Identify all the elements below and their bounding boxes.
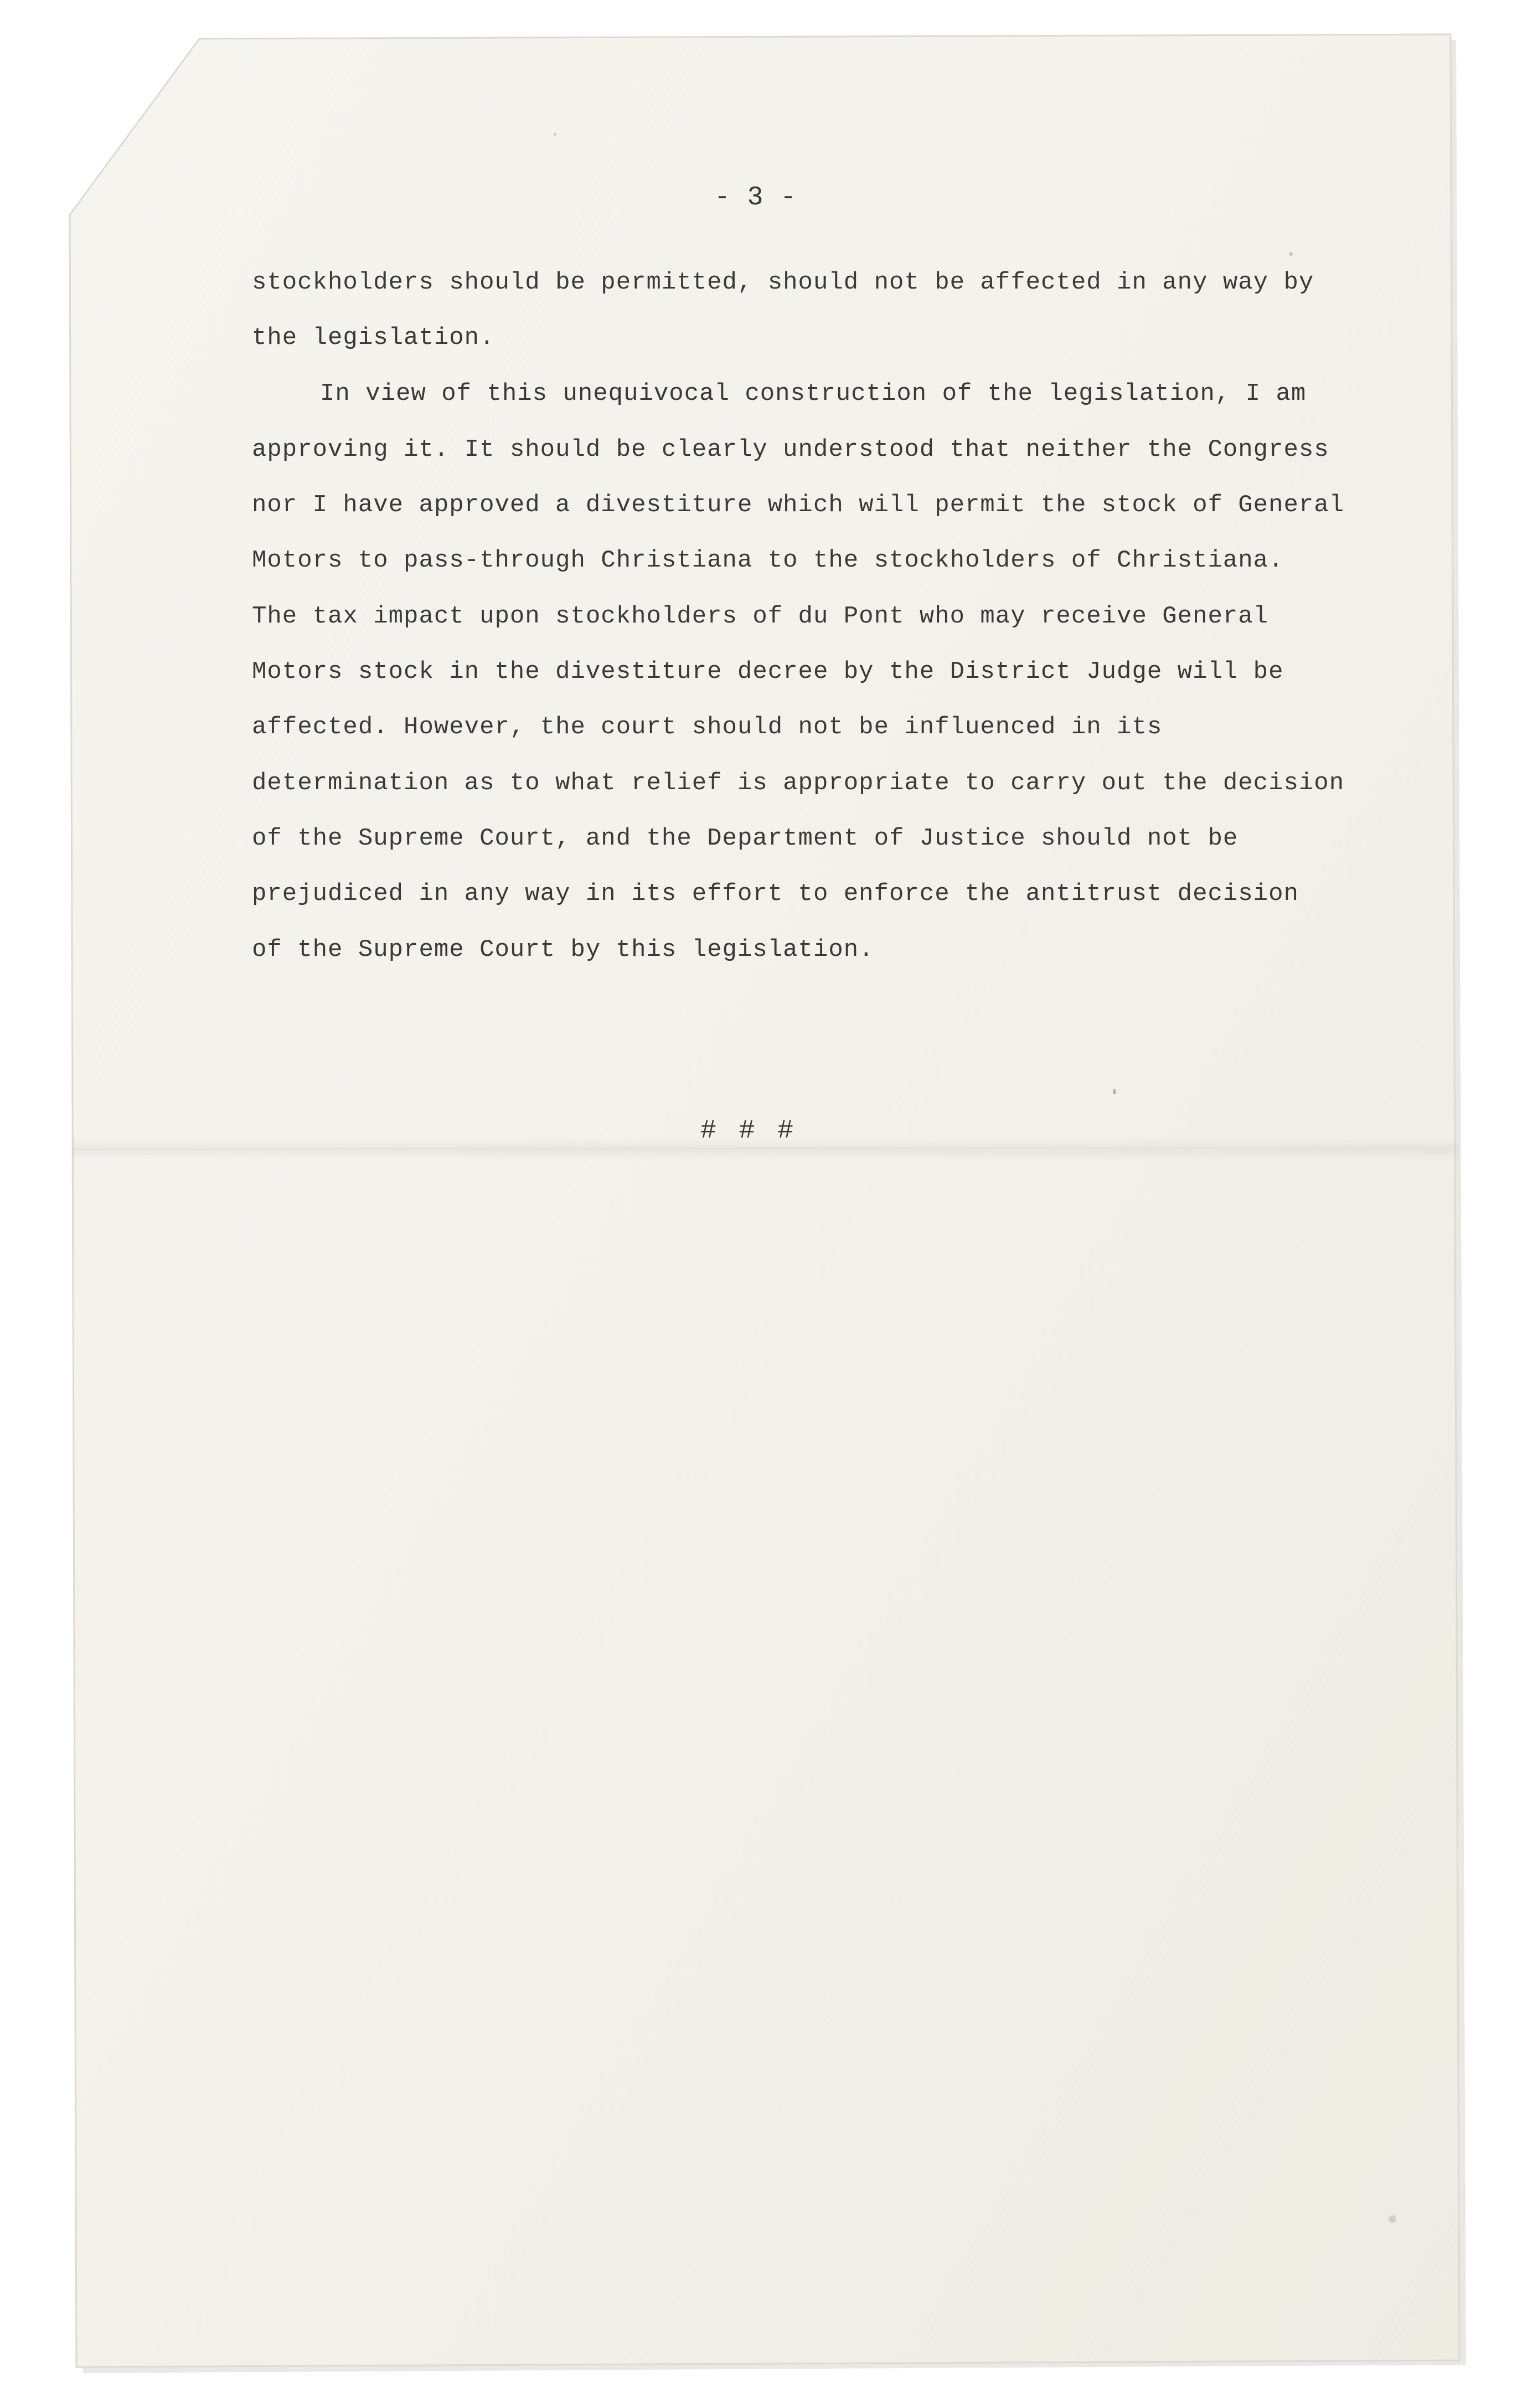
page-number: - 3 - <box>714 183 797 213</box>
body-line: of the Supreme Court by this legislation. <box>252 936 874 964</box>
body-line: prejudiced in any way in its effort to enforce the antitrust decision <box>252 880 1299 908</box>
body-line: determination as to what relief is appropriate to carry out the decision <box>252 769 1345 797</box>
body-line: The tax impact upon stockholders of du Pont who may receive General <box>252 603 1269 630</box>
body-line: In view of this unequivocal construction of the legislation, I am <box>320 380 1307 408</box>
paper-speck <box>1113 1089 1116 1094</box>
body-line: approving it. It should be clearly understood that neither the Congress <box>252 436 1329 464</box>
paper-speck <box>554 133 556 136</box>
paper-speck <box>1289 252 1293 256</box>
body-line: of the Supreme Court, and the Department of Justice should not be <box>252 825 1239 852</box>
paper-speck <box>1389 2215 1396 2223</box>
body-line: Motors stock in the divestiture decree by the District Judge will be <box>252 658 1284 686</box>
body-line: Motors to pass-through Christiana to the stockholders of Christiana. <box>252 547 1284 574</box>
body-line: nor I have approved a divestiture which will permit the stock of General <box>252 491 1345 519</box>
end-mark: # # # <box>700 1116 797 1146</box>
body-line: stockholders should be permitted, should not be affected in any way by <box>252 269 1314 296</box>
body-line: affected. However, the court should not be influenced in its <box>252 713 1163 741</box>
body-line: the legislation. <box>252 324 495 352</box>
